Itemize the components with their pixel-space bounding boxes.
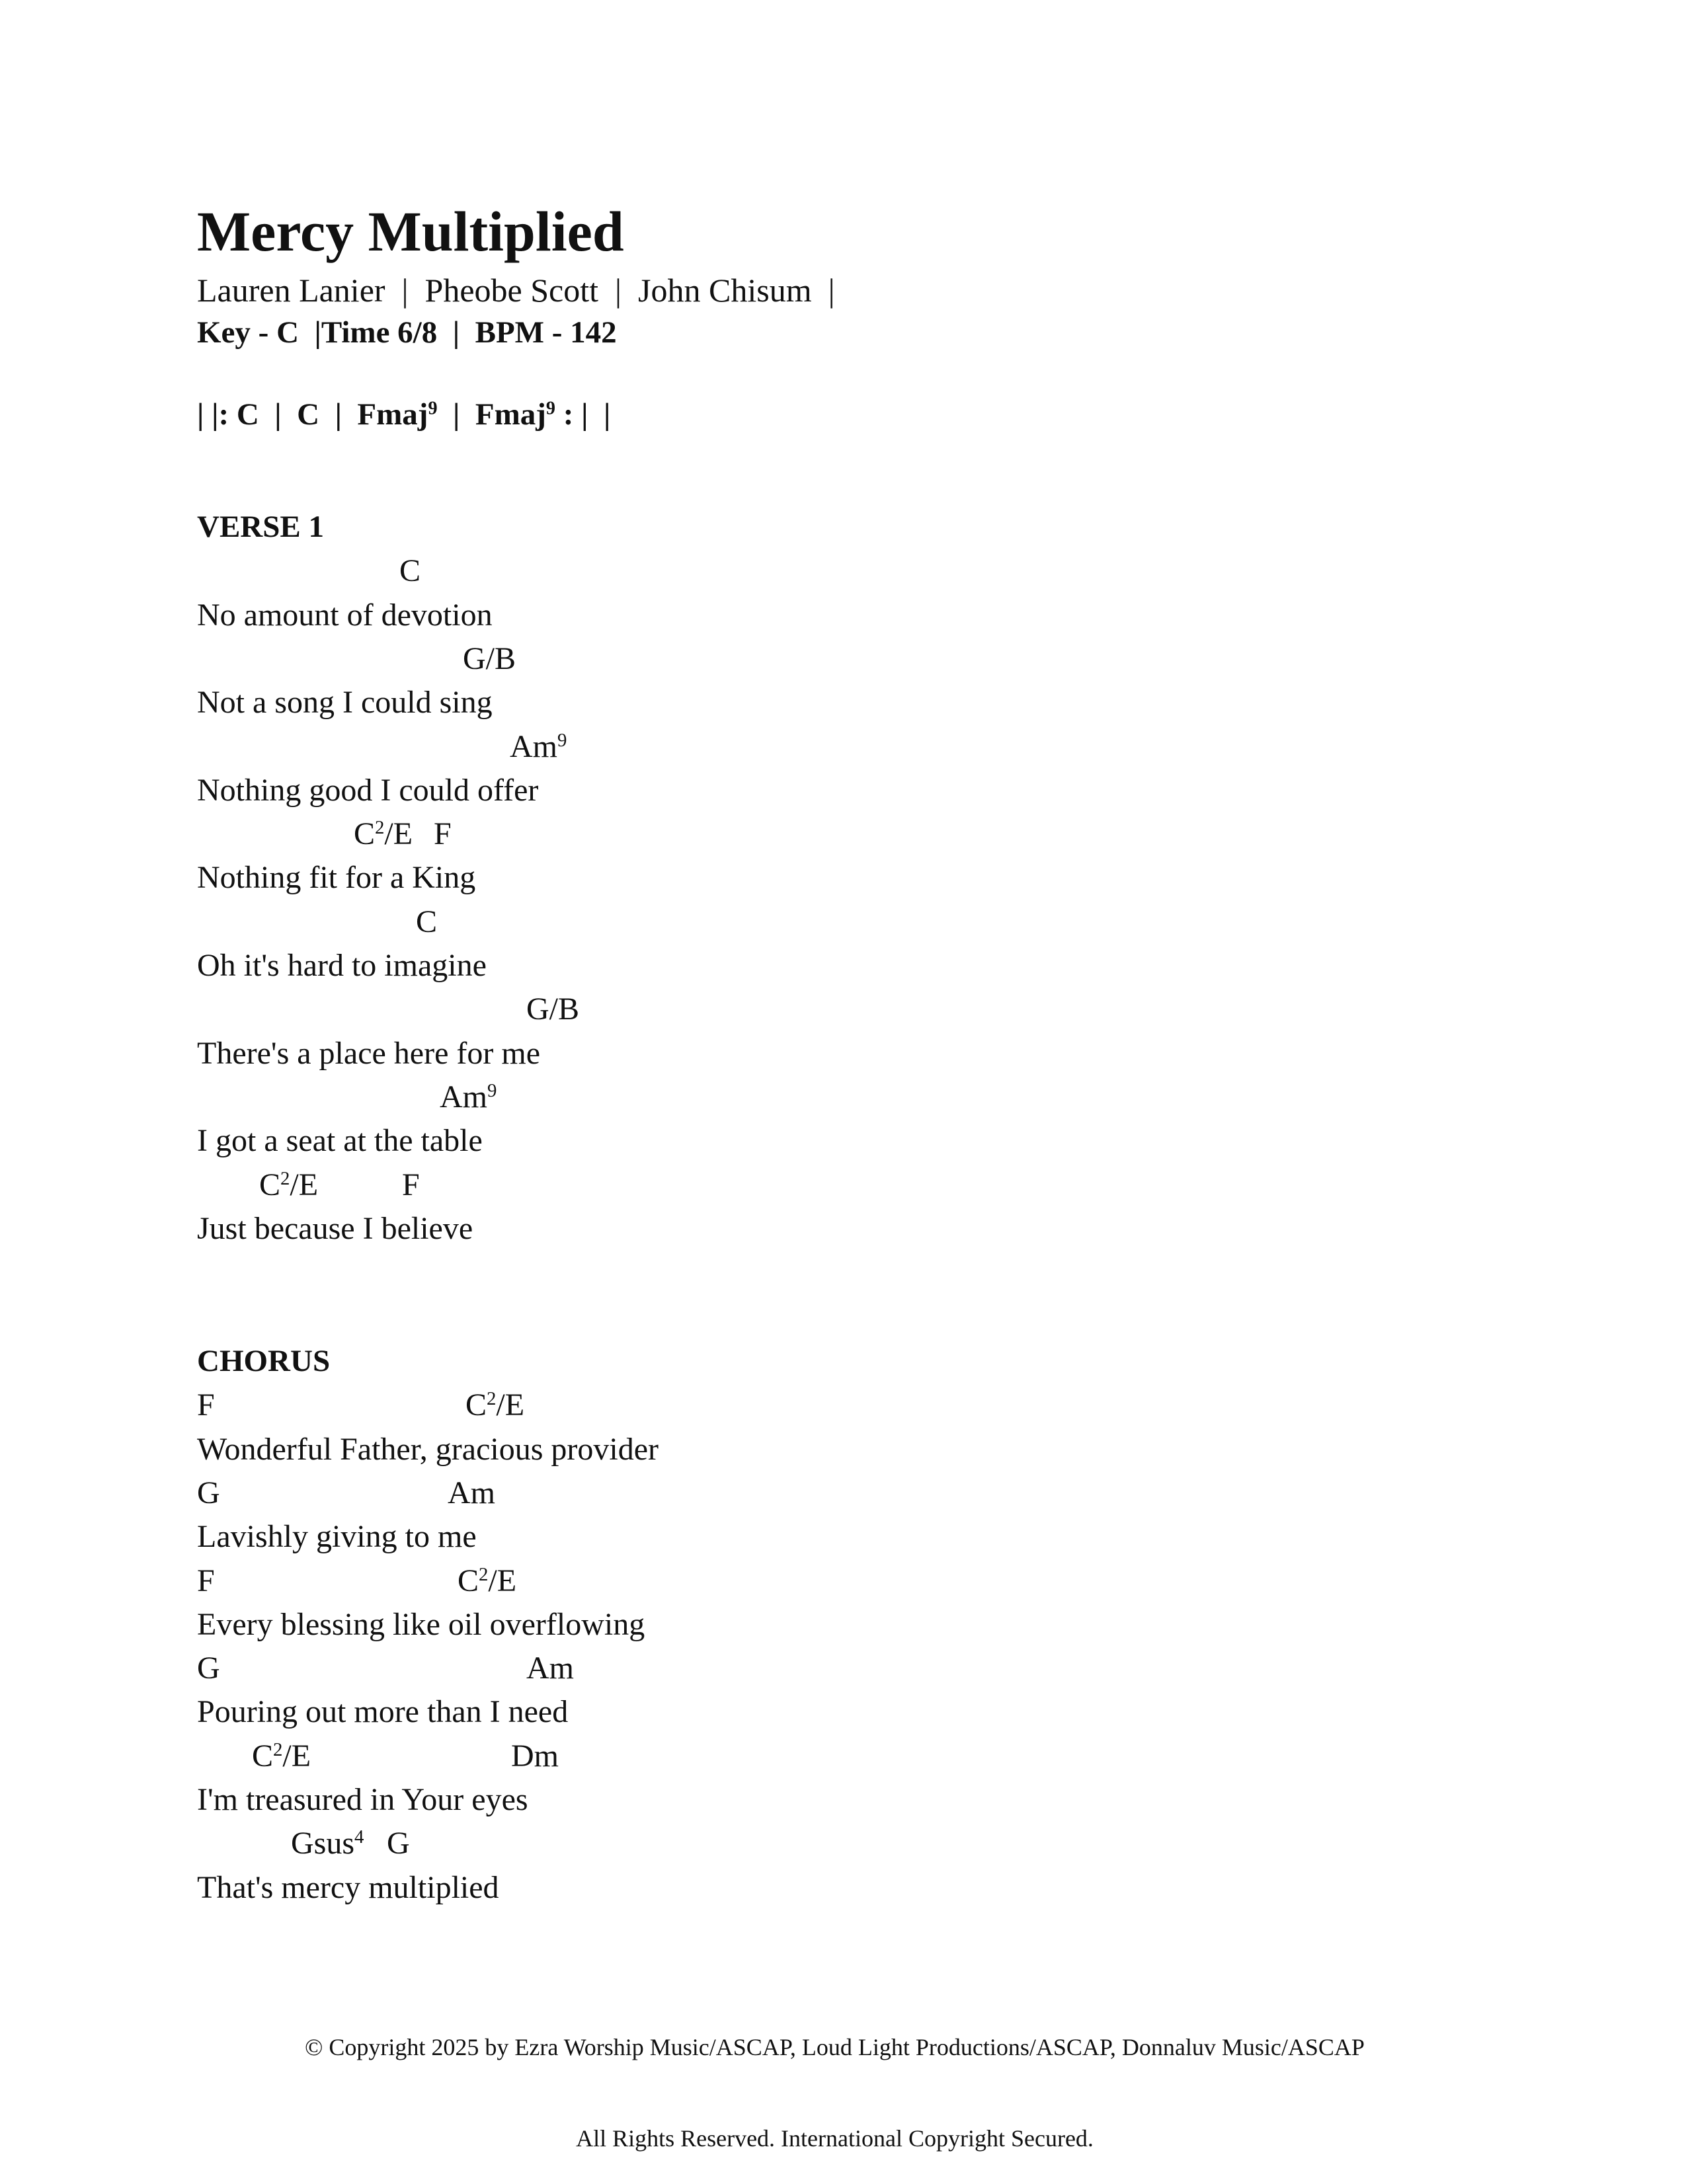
chord-root: Dm <box>511 1738 559 1774</box>
lyric-line: Nothing fit for a King <box>197 860 476 896</box>
chord-extension: 9 <box>428 398 438 419</box>
chord-root: G/B <box>463 641 516 676</box>
chord-root: Am <box>510 728 557 764</box>
chord <box>259 1167 318 1203</box>
lyric-line: Lavishly giving to me <box>197 1519 477 1555</box>
chord <box>458 1563 516 1599</box>
intro-segment: : | | <box>555 397 611 432</box>
chord-bass: /E <box>384 816 413 852</box>
lyric-line: That's mercy multiplied <box>197 1869 499 1905</box>
chord <box>399 553 421 589</box>
chord-extension: 2 <box>487 1388 497 1410</box>
intro-chord-progression <box>197 397 610 432</box>
chord-root: C <box>252 1738 274 1774</box>
chord <box>526 991 579 1027</box>
chord-extension: 9 <box>545 398 556 419</box>
chord-extension: 2 <box>375 817 385 839</box>
chord-bass: /E <box>282 1738 311 1774</box>
copyright-footer <box>0 1971 1669 2184</box>
section-label: VERSE 1 <box>197 510 324 544</box>
lyric-line: Every blessing like oil overflowing <box>197 1606 645 1642</box>
chord-root: Gsus <box>291 1826 355 1861</box>
chord-root: F <box>197 1563 215 1598</box>
chord-root: G <box>387 1826 410 1861</box>
lyric-line: Not a song I could sing <box>197 685 493 721</box>
lyric-line: Nothing good I could offer <box>197 772 539 808</box>
chord <box>197 1475 220 1511</box>
chord <box>463 641 516 677</box>
chord-root: C <box>259 1167 281 1202</box>
chord <box>252 1738 311 1774</box>
chord-bass: /E <box>290 1167 319 1202</box>
chord-extension: 9 <box>557 729 567 751</box>
chord-root: F <box>402 1167 420 1202</box>
chord <box>511 1738 559 1774</box>
chord <box>526 1650 574 1686</box>
chord <box>440 1079 497 1115</box>
chord <box>510 728 567 765</box>
chord <box>197 1387 215 1423</box>
chord-extension: 2 <box>273 1738 283 1760</box>
chord-root: C <box>416 904 438 939</box>
chord-extension: 9 <box>487 1080 497 1102</box>
song-title: Mercy Multiplied <box>197 200 624 263</box>
chord <box>402 1167 420 1203</box>
chord <box>291 1825 364 1861</box>
song-key-time-bpm: Key - C |Time 6/8 | BPM - 142 <box>197 315 617 350</box>
lyric-line: No amount of devotion <box>197 597 493 633</box>
rights-line: All Rights Reserved. International Copyright Secured. <box>576 2125 1094 2152</box>
section-label: CHORUS <box>197 1344 331 1378</box>
intro-segment: | Fmaj <box>437 397 546 432</box>
chord <box>197 1563 215 1599</box>
chord-bass: /E <box>496 1387 525 1423</box>
chord-extension: 4 <box>354 1826 364 1848</box>
song-authors: Lauren Lanier | Pheobe Scott | John Chisum | <box>197 272 835 309</box>
chord-bass: /E <box>488 1563 517 1598</box>
chord-root: Am <box>440 1079 487 1114</box>
lyric-line: I got a seat at the table <box>197 1123 483 1159</box>
copyright-line: © Copyright 2025 by Ezra Worship Music/ASCAP, Loud Light Productions/ASCAP, Donnaluv Music/ASCAP <box>305 2034 1365 2060</box>
chord <box>416 904 437 940</box>
lyric-line: Just because I believe <box>197 1210 473 1246</box>
chord-extension: 2 <box>280 1167 290 1189</box>
lyric-line: Wonderful Father, gracious provider <box>197 1431 659 1467</box>
chord-extension: 2 <box>479 1563 489 1585</box>
chord-root: G/B <box>526 992 580 1027</box>
chord <box>434 816 452 852</box>
intro-segment: | |: C | C | Fmaj <box>197 397 428 432</box>
lyric-line: There's a place here for me <box>197 1035 540 1071</box>
chord-root: C <box>399 553 421 589</box>
chord <box>387 1825 410 1861</box>
chord <box>448 1475 495 1511</box>
lyric-line: Oh it's hard to imagine <box>197 948 487 983</box>
chord-root: Am <box>526 1651 574 1686</box>
lyric-line: Pouring out more than I need <box>197 1694 569 1730</box>
chord-root: F <box>434 816 452 852</box>
chord-root: Am <box>448 1475 495 1510</box>
chord <box>465 1387 524 1423</box>
lyric-line: I'm treasured in Your eyes <box>197 1782 528 1817</box>
chord <box>197 1650 220 1686</box>
chord-root: G <box>197 1651 220 1686</box>
chord-root: C <box>354 816 376 852</box>
chord-root: C <box>465 1387 487 1423</box>
chord-root: C <box>458 1563 479 1598</box>
chord-root: F <box>197 1387 215 1423</box>
chord-root: G <box>197 1475 220 1510</box>
chord <box>354 816 413 852</box>
